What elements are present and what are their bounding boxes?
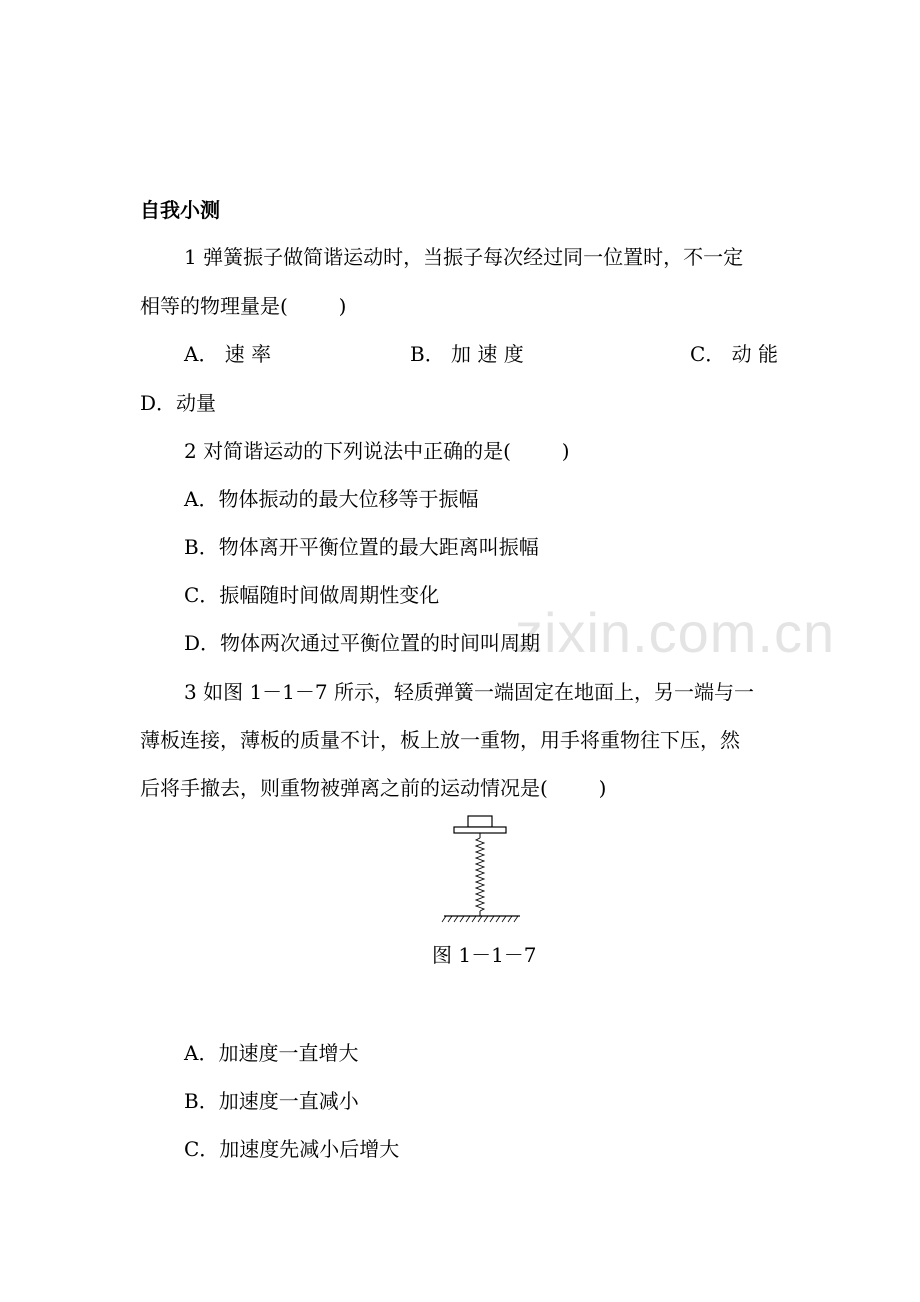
spring-coil xyxy=(476,838,484,911)
q3-stem-line3: 后将手撤去，则重物被弹离之前的运动情况是( ) xyxy=(140,776,607,800)
q1-option-a: A． 速 率 xyxy=(184,342,272,366)
thin-plate xyxy=(454,827,506,833)
q1-option-b: B． 加 速 度 xyxy=(410,342,524,366)
q3-option-b: B．加速度一直减小 xyxy=(184,1089,359,1113)
watermark: zixin.com.cn xyxy=(515,601,836,664)
q2-stem: 2 对简谐运动的下列说法中正确的是( ) xyxy=(184,439,570,463)
q2-option-b: B．物体离开平衡位置的最大距离叫振幅 xyxy=(184,535,539,559)
section-title: 自我小测 xyxy=(140,198,220,222)
q2-option-d: D．物体两次通过平衡位置的时间叫周期 xyxy=(184,631,541,655)
figure-caption: 图 1－1－7 xyxy=(432,943,537,967)
q3-stem-line1: 3 如图 1－1－7 所示，轻质弹簧一端固定在地面上，另一端与一 xyxy=(184,680,754,704)
q3-stem-line2: 薄板连接，薄板的质量不计，板上放一重物，用手将重物往下压，然 xyxy=(140,728,740,752)
ground-hatching xyxy=(442,916,518,922)
q1-option-d: D．动量 xyxy=(140,391,217,415)
q3-option-a: A．加速度一直增大 xyxy=(184,1041,359,1065)
q2-option-a: A．物体振动的最大位移等于振幅 xyxy=(184,487,479,511)
q1-stem-line1: 1 弹簧振子做简谐运动时，当振子每次经过同一位置时，不一定 xyxy=(184,245,744,269)
q1-option-c: C． 动 能 xyxy=(690,342,779,366)
q1-stem-line2: 相等的物理量是( ) xyxy=(140,294,347,318)
weight-block xyxy=(468,816,492,827)
q3-option-c: C．加速度先减小后增大 xyxy=(184,1137,400,1161)
spring-figure xyxy=(436,812,526,928)
q2-option-c: C．振幅随时间做周期性变化 xyxy=(184,583,440,607)
